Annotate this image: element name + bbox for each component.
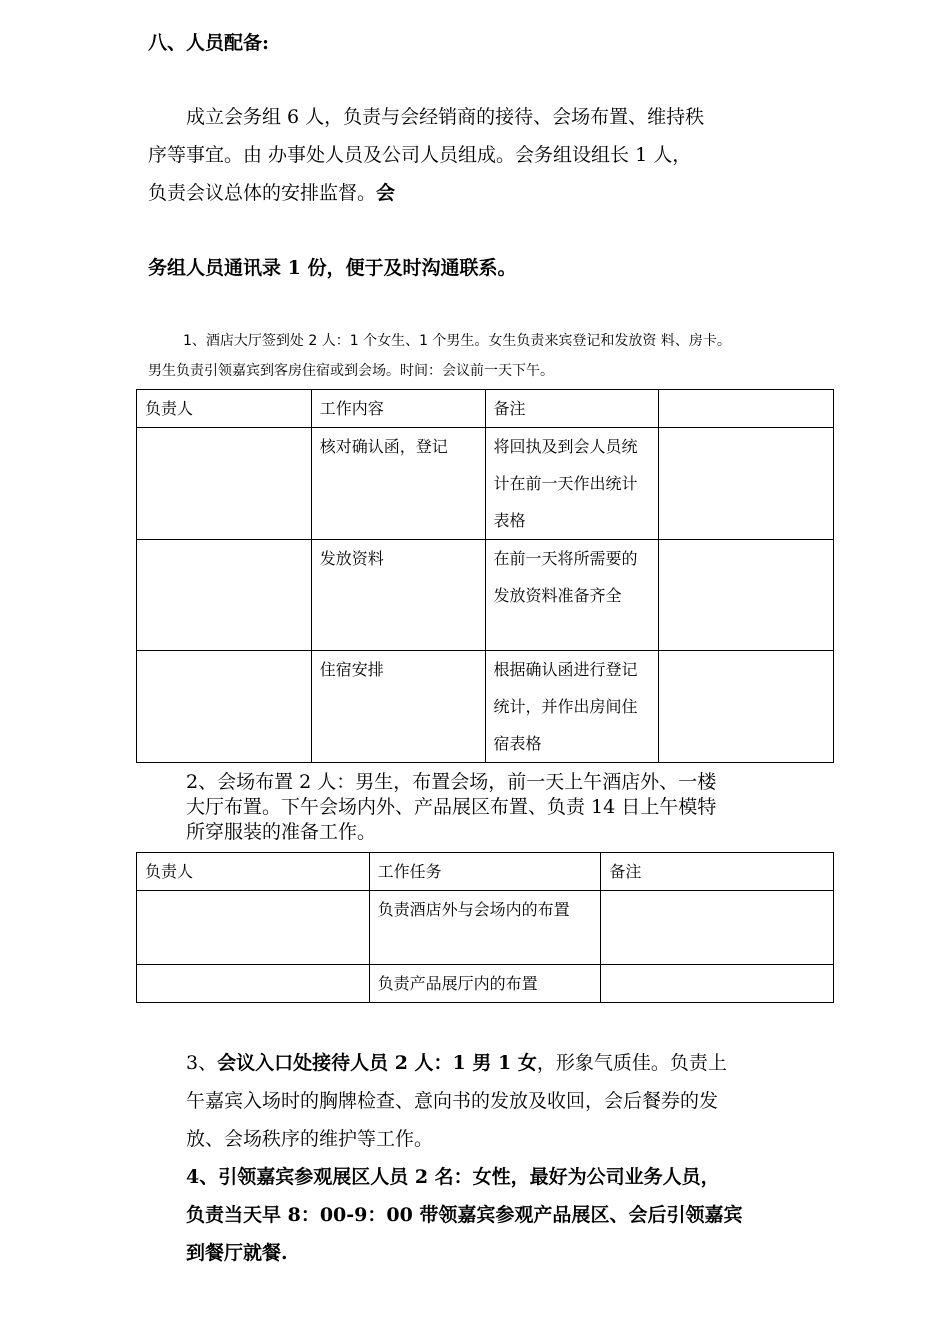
table-cell — [137, 651, 312, 763]
item4-line-1: 4、引领嘉宾参观展区人员 2 名：女性，最好为公司业务人员， — [186, 1166, 720, 1188]
item3-line-2: 午嘉宾入场时的胸牌检查、意向书的发放及收回，会后餐券的发 — [186, 1090, 719, 1112]
table-cell — [601, 891, 834, 965]
item3-paragraph — [186, 1044, 727, 1158]
table-cell — [137, 540, 312, 651]
table-header-cell: 工作任务 — [369, 853, 601, 891]
table-row — [137, 428, 834, 540]
intro-line-4: 务组人员通讯录 1 份，便于及时沟通联系。 — [148, 257, 517, 279]
item2-line-2: 大厅布置。下午会场内外、产品展区布置、负责 14 日上午模特 — [186, 796, 717, 818]
item4-paragraph — [186, 1158, 742, 1272]
table-cell — [137, 891, 370, 965]
venue-table — [136, 852, 834, 1003]
table-header-cell: 备注 — [485, 390, 659, 428]
table-header-row — [137, 853, 834, 891]
item2-paragraph — [186, 770, 716, 845]
table-cell — [137, 428, 312, 540]
signin-table — [136, 389, 834, 763]
table-cell: 核对确认函，登记 — [311, 428, 485, 540]
table-header-row — [137, 390, 834, 428]
intro-paragraph — [148, 98, 704, 212]
item3-line-1 — [186, 1044, 727, 1082]
table-cell: 发放资料 — [311, 540, 485, 651]
intro-line-3 — [148, 174, 704, 212]
item3-prefix: 3、 — [186, 1052, 218, 1074]
intro-line-3-bold: 会 — [376, 182, 396, 204]
table-cell: 在前一天将所需要的发放资料准备齐全 — [485, 540, 659, 651]
table-row — [137, 540, 834, 651]
table-cell — [659, 651, 834, 763]
item3-rest: ，形象气质佳。负责上 — [536, 1052, 727, 1074]
intro-line-1: 成立会务组 6 人，负责与会经销商的接待、会场布置、维持秩 — [186, 106, 705, 128]
table-row — [137, 965, 834, 1003]
table-cell: 根据确认函进行登记统计，并作出房间住宿表格 — [485, 651, 659, 763]
table-row — [137, 651, 834, 763]
table-header-cell: 备注 — [601, 853, 834, 891]
table-cell — [659, 428, 834, 540]
table-cell — [601, 965, 834, 1003]
table-cell: 负责产品展厅内的布置 — [369, 965, 601, 1003]
table-cell: 将回执及到会人员统计在前一天作出统计表格 — [485, 428, 659, 540]
item2-line-3: 所穿服装的准备工作。 — [186, 821, 377, 843]
item3-bold: 会议入口处接待人员 2 人：1 男 1 女 — [217, 1052, 537, 1074]
item3-line-3: 放、会场秩序的维护等工作。 — [186, 1128, 434, 1150]
section-heading: 八、人员配备: — [148, 32, 270, 54]
table-cell: 负责酒店外与会场内的布置 — [369, 891, 601, 965]
table-row — [137, 891, 834, 965]
table-cell: 住宿安排 — [311, 651, 485, 763]
table-header-cell: 负责人 — [137, 390, 312, 428]
table-header-cell: 负责人 — [137, 853, 370, 891]
table-header-cell: 工作内容 — [311, 390, 485, 428]
item2-line-1: 2、会场布置 2 人：男生，布置会场，前一天上午酒店外、一楼 — [186, 771, 717, 793]
intro-line-2: 序等事宜。由 办事处人员及公司人员组成。会务组设组长 1 人， — [148, 144, 692, 166]
intro-line-3-text: 负责会议总体的安排监督。 — [148, 182, 377, 204]
item1-line-2: 男生负责引领嘉宾到客房住宿或到会场。时间：会议前一天下午。 — [148, 363, 554, 379]
item4-line-2: 负责当天早 8：00-9：00 带领嘉宾参观产品展区、会后引领嘉宾 — [186, 1204, 743, 1226]
table-header-cell — [659, 390, 834, 428]
item4-line-3: 到餐厅就餐. — [186, 1242, 288, 1264]
item1-line-1: 1、酒店大厅签到处 2 人：1 个女生、1 个男生。女生负责来宾登记和发放资 料、房卡。 — [183, 333, 731, 349]
table-cell — [659, 540, 834, 651]
table-cell — [137, 965, 370, 1003]
